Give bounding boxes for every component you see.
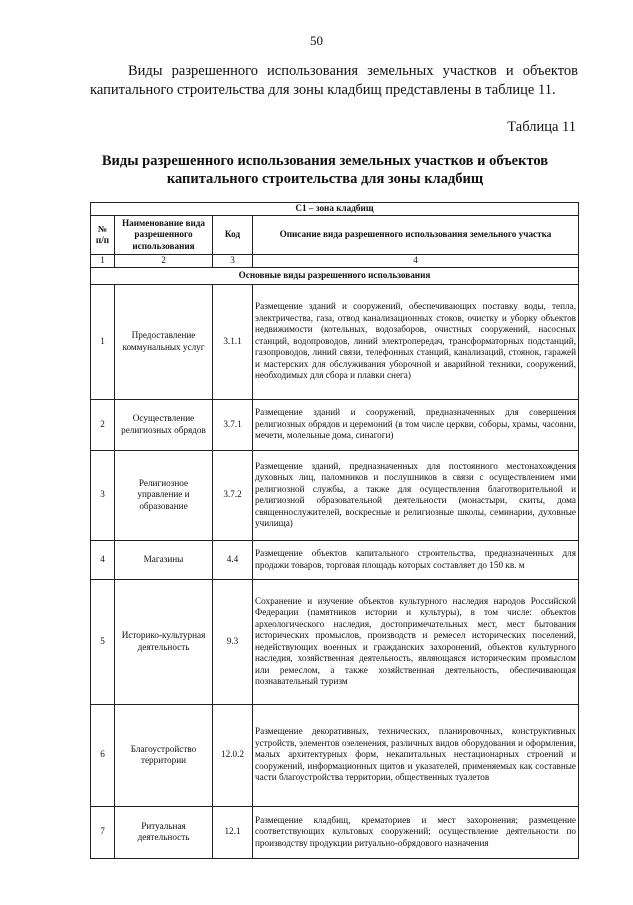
row-name: Историко-культурная деятельность xyxy=(115,579,213,704)
col-header-num: № п/п xyxy=(91,216,115,255)
table-row xyxy=(91,579,579,704)
table-title: Виды разрешенного использования земельных участков и объектов капитального строительства для зоны кладбищ xyxy=(101,153,549,187)
section-row xyxy=(91,267,579,284)
land-use-table xyxy=(90,202,579,859)
table-row xyxy=(91,399,579,450)
row-number: 7 xyxy=(91,806,115,858)
row-name: Осуществление религиозных обрядов xyxy=(115,399,213,450)
section-title: Основные виды разрешенного использования xyxy=(91,267,579,284)
row-code: 3.1.1 xyxy=(213,284,253,399)
row-description: Размещение зданий и сооружений, обеспечивающих поставку воды, тепла, электричества, газа, отвод канализационных стоков, очистку и уборку объектов недвижимости (котельных, водозаборов, очистных сооружений, насосных станций, водопроводов, линий электропередач, трансформаторных подстанций, газопроводов, линий связи, телефонных станций, канализаций, стоянок, гаражей и мастерских для обслуживания уборочной и аварийной техники, сооружений, необходимых для сбора и плавки снега) xyxy=(253,284,579,399)
row-code: 3.7.2 xyxy=(213,450,253,540)
table-row xyxy=(91,540,579,579)
row-number: 4 xyxy=(91,540,115,579)
row-description: Размещение зданий, предназначенных для постоянного местонахождения духовных лиц, паломников и послушников в связи с осуществлением ими религиозной службы, а также для осуществления благотворительной и религиозной образовательной деятельности (монастыри, скиты, дома священнослужителей, воскресные и религиозные школы, семинарии, духовные училища) xyxy=(253,450,579,540)
zone-header: С1 – зона кладбищ xyxy=(91,203,579,216)
row-number: 5 xyxy=(91,579,115,704)
row-number: 1 xyxy=(91,284,115,399)
row-number: 2 xyxy=(91,399,115,450)
col-header-code: Код xyxy=(213,216,253,255)
row-name: Предоставление коммунальных услуг xyxy=(115,284,213,399)
row-description: Размещение кладбищ, крематориев и мест захоронения; размещение соответствующих культовых сооружений; осуществление деятельности по производству продукции ритуально-обрядового назначения xyxy=(253,806,579,858)
col-index: 1 xyxy=(91,255,115,268)
col-header-name: Наименование вида разрешенного использования xyxy=(115,216,213,255)
table-row xyxy=(91,450,579,540)
row-code: 9.3 xyxy=(213,579,253,704)
page-number: 50 xyxy=(310,33,323,48)
row-description: Сохранение и изучение объектов культурного наследия народов Российской Федерации (памятников истории и культуры), в том числе: объектов археологического наследия, достопримечательных мест, мест бытования исторических промыслов, производств и ремесел исторических поселений, недействующих военных и гражданских захоронений, объектов культурного наследия, хозяйственная деятельность, являющаяся историческим промыслом или ремеслом, а также хозяйственная деятельность, обеспечивающая познавательный туризм xyxy=(253,579,579,704)
col-index: 4 xyxy=(253,255,579,268)
table-label: Таблица 11 xyxy=(507,119,576,135)
row-name: Магазины xyxy=(115,540,213,579)
row-number: 3 xyxy=(91,450,115,540)
row-description: Размещение декоративных, технических, планировочных, конструктивных устройств, элементов озеленения, различных видов оборудования и оформления, малых архитектурных форм, некапитальных нестационарных строений и сооружений, информационных щитов и указателей, применяемых как составные части благоустройства территории, общественных туалетов xyxy=(253,704,579,806)
row-description: Размещение объектов капитального строительства, предназначенных для продажи товаров, торговая площадь которых составляет до 150 кв. м xyxy=(253,540,579,579)
intro-paragraph: Виды разрешенного использования земельных участков и объектов капитального строительства для зоны кладбищ представлены в таблице 11. xyxy=(90,63,578,98)
table-row xyxy=(91,704,579,806)
row-name: Благоустройство территории xyxy=(115,704,213,806)
col-header-desc: Описание вида разрешенного использования земельного участка xyxy=(253,216,579,255)
column-index-row xyxy=(91,255,579,268)
row-description: Размещение зданий и сооружений, предназначенных для совершения религиозных обрядов и церемоний (в том числе церкви, соборы, храмы, часовни, мечети, молельные дома, синагоги) xyxy=(253,399,579,450)
col-index: 3 xyxy=(213,255,253,268)
row-name: Религиозное управление и образование xyxy=(115,450,213,540)
row-name: Ритуальная деятельность xyxy=(115,806,213,858)
col-index: 2 xyxy=(115,255,213,268)
column-header-row xyxy=(91,216,579,255)
row-code: 4.4 xyxy=(213,540,253,579)
zone-header-row xyxy=(91,203,579,216)
table-row xyxy=(91,284,579,399)
row-code: 3.7.1 xyxy=(213,399,253,450)
table-row xyxy=(91,806,579,858)
row-code: 12.1 xyxy=(213,806,253,858)
row-code: 12.0.2 xyxy=(213,704,253,806)
row-number: 6 xyxy=(91,704,115,806)
